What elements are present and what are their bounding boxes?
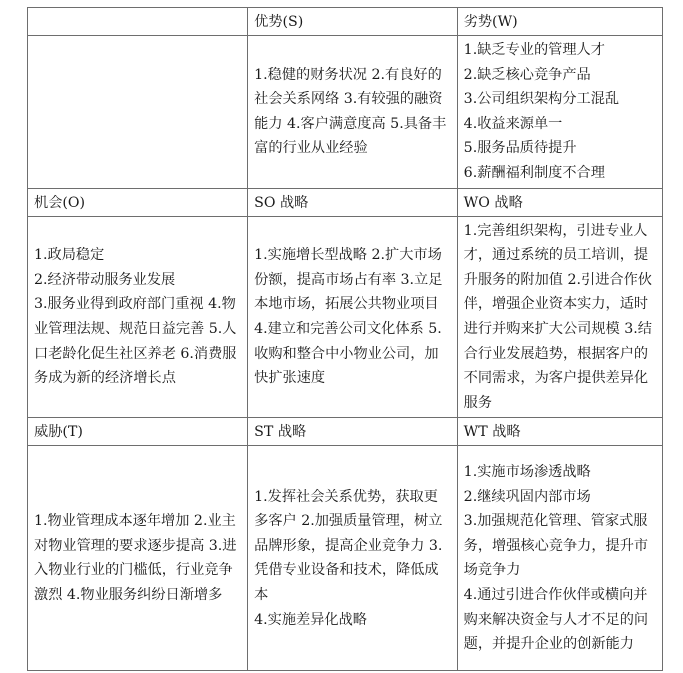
opportunity-item: 1.政局稳定 — [34, 247, 105, 264]
wo-cell — [457, 216, 662, 418]
st-header: ST 战略 — [248, 418, 458, 446]
wt-item: 3.加强规范化管理、管家式服务，增强核心竞争力，提升市场竞争力 — [463, 513, 649, 579]
st-cell — [248, 446, 458, 671]
strengths-text: 1.稳健的财务状况 2.有良好的社会关系网络 3.有较强的融资能力 4.客户满意度高 5.具备丰富的行业从业经验 — [254, 66, 447, 157]
header-row — [28, 8, 663, 36]
o-header-row — [28, 188, 663, 216]
swot-table — [27, 7, 663, 671]
weakness-item: 3.公司组织架构分工混乱 — [463, 91, 620, 108]
threats-cell — [28, 446, 248, 671]
t-header-row — [28, 418, 663, 446]
threats-text: 1.物业管理成本逐年增加 2.业主对物业管理的要求逐步提高 3.进入物业行业的门槛低，行业竞争激烈 4.物业服务纠纷日渐增多 — [34, 513, 237, 603]
opportunities-header: 机会(O) — [28, 188, 248, 216]
so-text: 1.实施增长型战略 2.扩大市场份额，提高市场占有率 3.立足本地市场，拓展公共物业项目 4.建立和完善公司文化体系 5.收购和整合中小物业公司，加快扩张速度 — [254, 247, 443, 387]
empty-cell — [28, 36, 248, 189]
st-item: 4.实施差异化战略 — [254, 611, 367, 628]
so-header: SO 战略 — [248, 188, 458, 216]
opportunity-item: 2.经济带动服务业发展 — [34, 271, 176, 288]
strengths-cell — [248, 36, 458, 189]
wo-text: 1.完善组织架构，引进专业人才，通过系统的员工培训，提升服务的附加值 2.引进合作伙伴，增强企业资本实力，适时进行并购来扩大公司规模 3.结合行业发展趋势，根据客户的不同需求，为客户提供差异化服务 — [463, 222, 652, 411]
wt-item: 1.实施市场渗透战略 — [463, 463, 591, 480]
weakness-item: 1.缺乏专业的管理人才 — [463, 42, 605, 58]
corner-cell — [28, 8, 248, 36]
weakness-item: 6.薪酬福利制度不合理 — [463, 164, 605, 181]
opportunities-cell — [28, 216, 248, 418]
st-text: 1.发挥社会关系优势，获取更多客户 2.加强质量管理，树立品牌形象，提高企业竞争力 3.凭借专业设备和技术，降低成本 — [254, 488, 443, 603]
wo-header: WO 战略 — [457, 188, 662, 216]
strengths-header: 优势(S) — [248, 8, 458, 36]
o-content-row — [28, 216, 663, 418]
weakness-item: 4.收益来源单一 — [463, 115, 563, 132]
wt-header: WT 战略 — [457, 418, 662, 446]
wt-item: 2.继续巩固内部市场 — [463, 488, 591, 505]
weaknesses-header: 劣势(W) — [457, 8, 662, 36]
t-content-row — [28, 446, 663, 671]
so-cell — [248, 216, 458, 418]
opportunity-text: 3.服务业得到政府部门重视 4.物业管理法规、规范日益完善 5.人口老龄化促生社区养老 6.消费服务成为新的经济增长点 — [34, 296, 237, 387]
threats-header: 威胁(T) — [28, 418, 248, 446]
weakness-item: 5.服务品质待提升 — [463, 140, 577, 157]
weaknesses-cell — [457, 36, 662, 189]
sw-content-row — [28, 36, 663, 189]
wt-item: 4.通过引进合作伙伴或横向并购来解决资金与人才不足的问题，并提升企业的创新能力 — [463, 586, 649, 653]
weakness-item: 2.缺乏核心竞争产品 — [463, 66, 591, 83]
wt-cell — [457, 446, 662, 671]
